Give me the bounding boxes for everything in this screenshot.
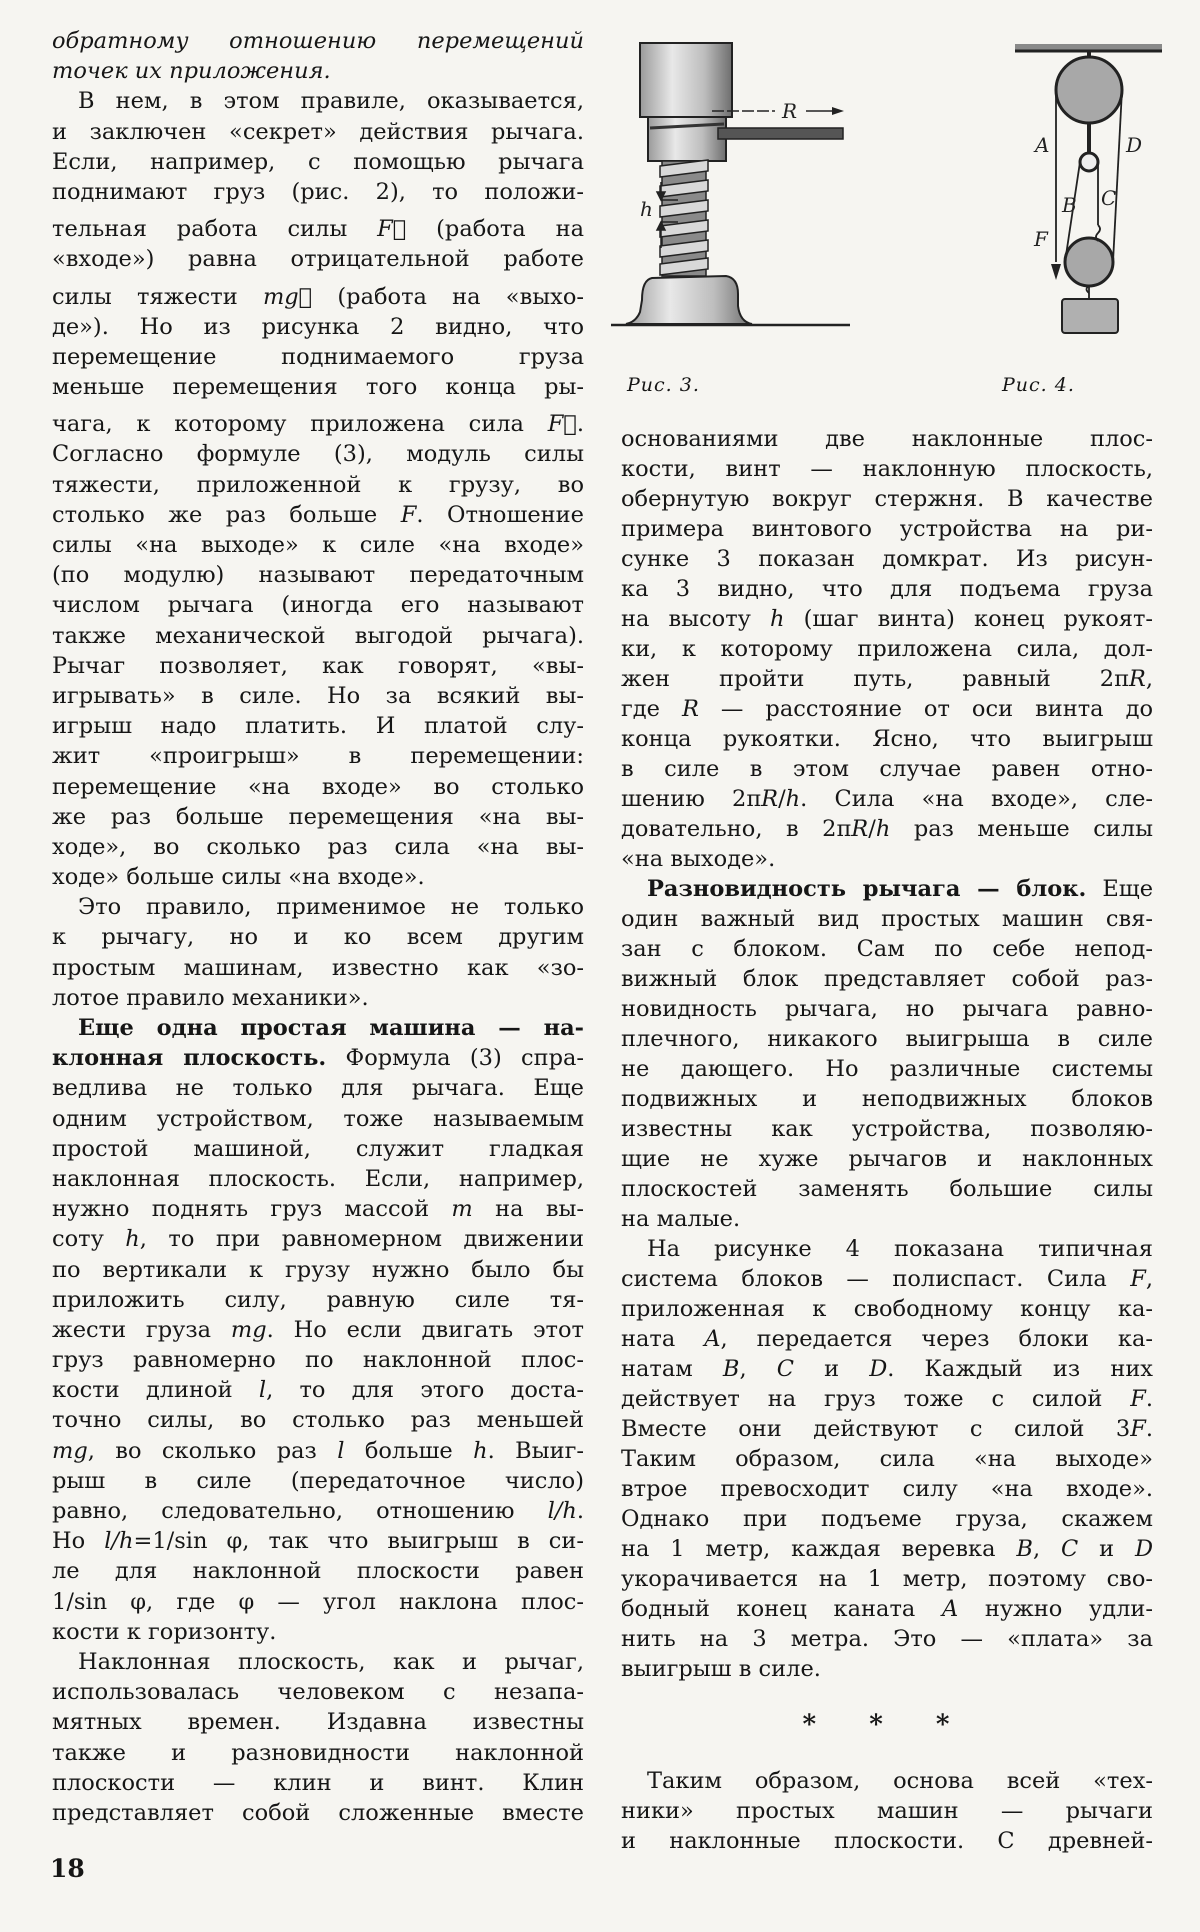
text-line: довательно, в 2πR/h раз меньше силы bbox=[621, 816, 1154, 842]
math-variable: C bbox=[1060, 1536, 1079, 1562]
text-line: на 1 метр, каждая веревка B, C и D bbox=[621, 1536, 1153, 1562]
text-line: перемещение поднимаемого груза bbox=[52, 343, 584, 370]
paragraph bbox=[621, 1234, 1153, 1684]
text-line: жит «проигрыш» в перемещении: bbox=[52, 743, 584, 770]
text-line: также и разновидности наклонной bbox=[52, 1739, 584, 1766]
text-line: втрое превосходит силу «на входе». bbox=[621, 1476, 1153, 1502]
math-variable: l/h bbox=[104, 1528, 134, 1555]
math-variable: R bbox=[1128, 666, 1146, 692]
math-variable: R bbox=[851, 816, 869, 842]
text-line: также механической выгодой рычага). bbox=[52, 622, 584, 649]
paragraph bbox=[52, 892, 584, 1013]
text-line: натам B, C и D. Каждый из них bbox=[621, 1356, 1153, 1382]
math-variable: D bbox=[869, 1356, 888, 1382]
text-line: плечного, никакого выигрыша в силе bbox=[621, 1026, 1153, 1052]
text-line: новидность рычага, но рычага равно- bbox=[621, 996, 1153, 1022]
small-pulley bbox=[1080, 153, 1098, 171]
text-line: ходе», во сколько раз сила «на вы- bbox=[52, 833, 584, 860]
text-line: mg, во сколько раз l больше h. Выиг- bbox=[52, 1437, 584, 1464]
figure-3-caption: Рис. 3. bbox=[627, 374, 700, 396]
math-variable: mg bbox=[52, 1437, 88, 1464]
text-line: укорачивается на 1 метр, поэтому сво- bbox=[621, 1566, 1153, 1592]
math-variable: C bbox=[776, 1356, 794, 1382]
math-variable: h bbox=[473, 1437, 488, 1464]
text-line: простой машиной, служит гладкая bbox=[52, 1135, 584, 1162]
text-line: в силе в этом случае равен отно- bbox=[621, 756, 1153, 782]
label-C: C bbox=[1101, 186, 1117, 210]
text-line: силы «на выходе» к силе «на входе» bbox=[52, 532, 584, 558]
text-line: чага, к которому приложена сила F⃗. bbox=[52, 411, 584, 438]
text-line: использовалась человеком с незапа- bbox=[52, 1679, 584, 1706]
text-line: тельная работа силы F⃗ (работа на bbox=[52, 216, 584, 243]
text-line: на малые. bbox=[621, 1206, 741, 1232]
text-line: Если, например, с помощью рычага bbox=[52, 148, 584, 175]
text-line: действует на груз тоже с силой F. bbox=[621, 1386, 1153, 1412]
math-variable: F bbox=[1130, 1386, 1146, 1412]
paragraph bbox=[52, 1013, 584, 1647]
section-heading: Разновидность рычага — блок. bbox=[647, 876, 1087, 902]
fixed-pulley bbox=[1056, 57, 1122, 123]
text-line: Вместе они действуют с силой 3F. bbox=[621, 1416, 1153, 1442]
label-F: F bbox=[1034, 227, 1048, 251]
text-line: В нем, в этом правиле, оказывается, bbox=[78, 88, 584, 115]
text-line: Таким образом, основа всей «тех- bbox=[647, 1768, 1153, 1794]
paragraph bbox=[621, 1766, 1153, 1856]
text-line: не дающего. Но различные системы bbox=[621, 1056, 1153, 1082]
text-line: числом рычага (иногда его называют bbox=[52, 592, 584, 619]
text-line: на высоту h (шаг винта) конец рукоят- bbox=[621, 606, 1153, 632]
text-line: подвижных и неподвижных блоков bbox=[621, 1086, 1153, 1112]
text-line: ки, к которому приложена сила, дол- bbox=[621, 636, 1153, 662]
text-line: мятных времен. Издавна известны bbox=[52, 1709, 584, 1736]
text-line: Таким образом, сила «на выходе» bbox=[621, 1446, 1153, 1472]
math-variable: F⃗ bbox=[547, 411, 577, 438]
text-line: точно силы, во столько раз меньшей bbox=[52, 1407, 584, 1434]
text-line: приложить силу, равную силе тя- bbox=[52, 1286, 584, 1313]
text-line: Но l/h=1/sin φ, так что выигрыш в си- bbox=[52, 1528, 584, 1555]
text-line: плоскостей заменять большие силы bbox=[621, 1176, 1153, 1202]
force-arrow bbox=[1051, 264, 1061, 280]
text-line: выигрыш в силе. bbox=[621, 1656, 821, 1682]
text-line: соту h, то при равномерном движении bbox=[52, 1226, 584, 1253]
text-line: по вертикали к грузу нужно было бы bbox=[52, 1256, 584, 1283]
math-variable: D bbox=[1134, 1536, 1153, 1562]
text-line: простым машинам, известно как «зо- bbox=[52, 954, 584, 981]
movable-pulley bbox=[1065, 238, 1113, 286]
text-line: (по модулю) называют передаточным bbox=[52, 562, 584, 589]
text-line: «на выходе». bbox=[621, 846, 776, 872]
label-R: R bbox=[782, 99, 798, 123]
text-line: груз равномерно по наклонной плос- bbox=[52, 1347, 584, 1374]
text-line: наклонная плоскость. Если, например, bbox=[52, 1165, 584, 1192]
text-line: шению 2πR/h. Сила «на входе», сле- bbox=[621, 786, 1153, 812]
text-line: и наклонные плоскости. С древней- bbox=[621, 1828, 1153, 1854]
text-line: ведлива не только для рычага. Еще bbox=[52, 1075, 584, 1102]
text-line: Согласно формуле (3), модуль силы bbox=[52, 441, 584, 468]
text-line: Разновидность рычага — блок. Еще bbox=[647, 876, 1154, 902]
text-line: сунке 3 показан домкрат. Из рисун- bbox=[621, 546, 1153, 572]
text-line: ната A, передается через блоки ка- bbox=[621, 1326, 1153, 1352]
text-line bbox=[52, 1013, 584, 1043]
text-line: известны как устройства, позволяю- bbox=[621, 1116, 1153, 1142]
section-heading: клонная плоскость. bbox=[52, 1045, 327, 1072]
math-variable: A bbox=[704, 1326, 721, 1352]
text-line: Рычаг позволяет, как говорят, «вы- bbox=[52, 652, 584, 679]
text-line: же раз больше перемещения «на вы- bbox=[52, 803, 584, 830]
text-line: ле для наклонной плоскости равен bbox=[52, 1558, 584, 1585]
text-line: лотое правило механики». bbox=[52, 984, 369, 1011]
math-variable: h bbox=[125, 1226, 140, 1253]
text-line: рыш в силе (передаточное число) bbox=[52, 1467, 584, 1494]
text-line: примера винтового устройства на ри- bbox=[621, 516, 1153, 542]
math-variable: m bbox=[451, 1196, 473, 1223]
page-number: 18 bbox=[50, 1854, 85, 1883]
text-line: где R — расстояние от оси винта до bbox=[621, 696, 1153, 722]
math-variable: обратному отношению перемещений bbox=[52, 28, 584, 54]
text-line: жен пройти путь, равный 2πR, bbox=[621, 666, 1153, 692]
text-line: нить на 3 метра. Это — «плата» за bbox=[621, 1626, 1153, 1652]
math-variable: l/h bbox=[547, 1498, 577, 1524]
text-line: ходе» больше силы «на входе». bbox=[52, 864, 425, 891]
text-line: перемещение «на входе» во столько bbox=[52, 773, 584, 800]
text-line: кости длиной l, то для этого доста- bbox=[52, 1377, 584, 1404]
text-line: бодный конец каната A нужно удли- bbox=[621, 1596, 1153, 1622]
right-text-column bbox=[621, 424, 1153, 1856]
text-line: игрывать» в силе. Но за всякий вы- bbox=[52, 682, 584, 709]
math-variable: F bbox=[400, 501, 417, 528]
text-line: и заключен «секрет» действия рычага. bbox=[52, 118, 584, 145]
figure-4-pulley-system bbox=[0, 0, 1200, 400]
load-weight bbox=[1062, 299, 1118, 333]
text-line: одним устройством, тоже называемым bbox=[52, 1105, 584, 1132]
math-variable: B bbox=[722, 1356, 740, 1382]
section-separator: * * * bbox=[802, 1710, 972, 1740]
math-variable: h bbox=[785, 786, 801, 812]
text-line: силы тяжести mg⃗ (работа на «выхо- bbox=[52, 283, 584, 310]
paragraph bbox=[621, 424, 1153, 874]
text-line: Наклонная плоскость, как и рычаг, bbox=[78, 1648, 584, 1675]
text-line: к рычагу, но и ко всем другим bbox=[52, 924, 584, 951]
text-line: вижный блок представляет собой раз- bbox=[621, 966, 1153, 992]
text-line: щие не хуже рычагов и наклонных bbox=[621, 1146, 1153, 1172]
math-variable: B bbox=[1016, 1536, 1033, 1562]
text-line: система блоков — полиспаст. Сила F, bbox=[621, 1266, 1153, 1292]
math-variable: F⃗ bbox=[377, 216, 407, 243]
paragraph bbox=[52, 1647, 584, 1828]
text-line: поднимают груз (рис. 2), то положи- bbox=[52, 178, 584, 205]
text-line: На рисунке 4 показана типичная bbox=[647, 1236, 1153, 1262]
math-variable: h bbox=[770, 606, 785, 632]
label-h: h bbox=[640, 197, 653, 221]
section-heading: Еще одна простая машина — на- bbox=[78, 1015, 584, 1041]
math-variable: mg⃗ bbox=[262, 283, 313, 310]
label-A: A bbox=[1035, 133, 1050, 157]
text-line: де»). Но из рисунка 2 видно, что bbox=[52, 313, 584, 340]
ceiling-hatch bbox=[1015, 44, 1162, 50]
text-line: нужно поднять груз массой m на вы- bbox=[52, 1196, 584, 1223]
text-line: «входе») равна отрицательной работе bbox=[52, 246, 584, 273]
math-variable: A bbox=[941, 1596, 959, 1622]
math-variable: mg bbox=[230, 1316, 267, 1343]
text-line: столько же раз больше F. Отношение bbox=[52, 501, 584, 528]
text-line: обернутую вокруг стержня. В качестве bbox=[621, 486, 1153, 512]
text-line: представляет собой сложенные вместе bbox=[52, 1799, 584, 1826]
text-line: конца рукоятки. Ясно, что выигрыш bbox=[621, 726, 1153, 752]
label-D: D bbox=[1126, 133, 1143, 157]
text-line: приложенная к свободному концу ка- bbox=[621, 1296, 1153, 1322]
text-line: один важный вид простых машин свя- bbox=[621, 906, 1153, 932]
math-variable: точек их приложения. bbox=[52, 58, 331, 85]
text-line: меньше перемещения того конца ры- bbox=[52, 374, 584, 401]
paragraph bbox=[621, 874, 1153, 1234]
text-line: жести груза mg. Но если двигать этот bbox=[52, 1316, 584, 1343]
text-line: игрыш надо платить. И платой слу- bbox=[52, 713, 584, 740]
text-line: кости, винт — наклонную плоскость, bbox=[621, 456, 1153, 482]
math-variable: F bbox=[1130, 1266, 1146, 1292]
figure-4-caption: Рис. 4. bbox=[1002, 374, 1075, 396]
text-line: кости к горизонту. bbox=[52, 1618, 277, 1645]
text-line: зан с блоком. Сам по себе непод- bbox=[621, 936, 1153, 962]
math-variable: h bbox=[875, 816, 891, 842]
text-line: тяжести, приложенной к грузу, во bbox=[52, 471, 584, 498]
text-line: равно, следовательно, отношению l/h. bbox=[52, 1498, 584, 1524]
math-variable: R bbox=[761, 786, 779, 812]
text-line: основаниями две наклонные плос- bbox=[621, 426, 1153, 452]
text-line: ники» простых машин — рычаги bbox=[621, 1798, 1153, 1824]
text-line: Это правило, применимое не только bbox=[78, 894, 584, 921]
text-line: клонная плоскость. Формула (3) спра- bbox=[52, 1045, 584, 1072]
text-line: ка 3 видно, что для подъема груза bbox=[621, 576, 1153, 602]
label-B: B bbox=[1062, 193, 1077, 217]
math-variable: l bbox=[258, 1377, 267, 1404]
math-variable: F bbox=[1130, 1416, 1146, 1442]
text-line: плоскости — клин и винт. Клин bbox=[52, 1769, 584, 1796]
math-variable: l bbox=[337, 1437, 345, 1464]
math-variable: R bbox=[681, 696, 699, 722]
text-line: Однако при подъеме груза, скажем bbox=[621, 1506, 1153, 1532]
text-line: 1/sin φ, где φ — угол наклона плос- bbox=[52, 1588, 584, 1615]
